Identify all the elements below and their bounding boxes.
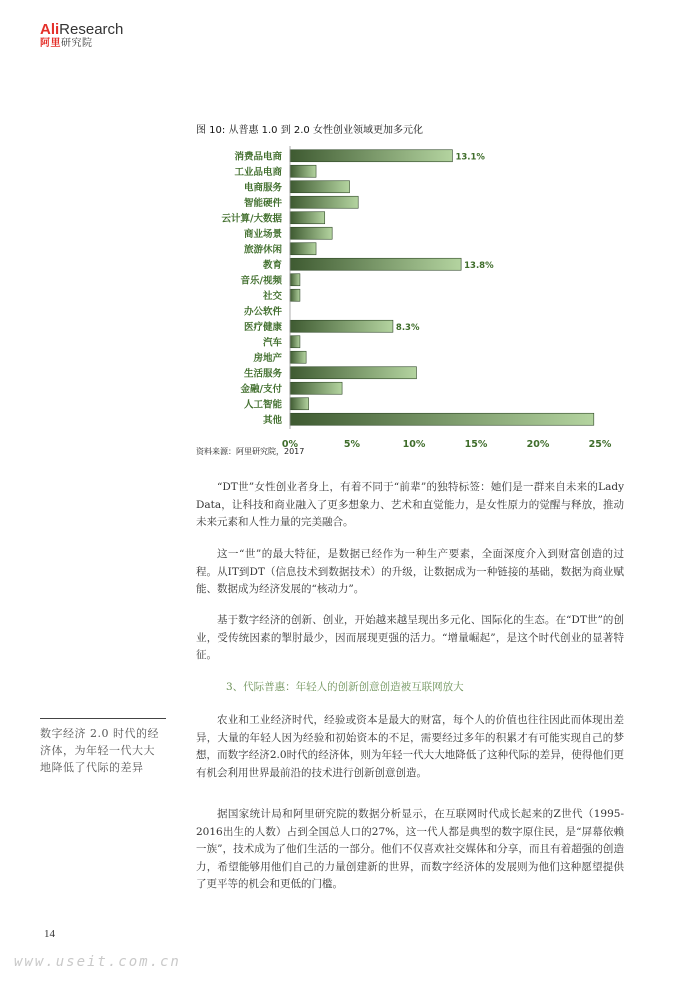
bar [290, 196, 358, 208]
logo-cn-ali: 阿里 [40, 38, 61, 49]
figure-source: 资料来源：阿里研究院，2017 [196, 447, 305, 456]
data-label: 13.8% [464, 260, 494, 271]
category-label: 房地产 [253, 352, 282, 364]
bar [290, 413, 594, 425]
paragraph-4: 农业和工业经济时代，经验或资本是最大的财富，每个人的价值也往往因此而体现出差异，大量的年轻人因为经验和初始资本的不足，需要经过多年的积累才有可能实现自己的梦想，而数字经济2.0时代的经济体，则为年轻一代大大地降低了这种代际的差异，使得他们更有机会利用世界最前沿的技术进行创新创意创造。 [196, 714, 624, 779]
x-tick-label: 10% [402, 439, 426, 450]
x-tick-label: 25% [588, 439, 612, 450]
bar [290, 181, 350, 193]
bar [290, 150, 452, 162]
paragraph-2: 这一“世”的最大特征，是数据已经作为一种生产要素，全面深度介入到财富创造的过程。从IT到DT（信息技术到数据技术）的升级，让数据成为一种链接的基础，数据为商业赋能、数据成为经济发展的“核动力”。 [196, 548, 624, 595]
category-label: 其他 [262, 414, 282, 426]
bar [290, 320, 393, 332]
logo-research: Research [59, 21, 124, 38]
bar-chart [196, 140, 626, 450]
category-label: 云计算/大数据 [221, 213, 282, 225]
page-number: 14 [44, 928, 55, 940]
category-label: 工业品电商 [234, 166, 282, 178]
paragraph-3: 基于数字经济的创新、创业，开始越来越呈现出多元化、国际化的生态。在“DT世”的创业，受传统因素的掣肘最少，因而展现更强的活力。“增量崛起”，是这个时代创业的显著特征。 [196, 614, 624, 661]
bar [290, 227, 332, 239]
category-label: 智能硬件 [243, 197, 282, 209]
data-label: 13.1% [455, 152, 485, 163]
category-label: 电商服务 [243, 182, 282, 194]
paragraph-5: 据国家统计局和阿里研究院的数据分析显示，在互联网时代成长起来的Z世代（1995-2016出生的人数）占到全国总人口的27%，这一代人都是典型的数字原住民，是“屏幕依赖一族”，技术成为了他们生活的一部分。他们不仅喜欢社交媒体和分享，而且有着超强的创造力，希望能够用他们自己的力量创建新的世界，而数字经济体的发展则为他们这种愿望提供了更平等的机会和更低的门槛。 [196, 808, 624, 890]
x-tick-label: 20% [526, 439, 550, 450]
category-label: 教育 [262, 259, 282, 271]
bar [290, 212, 325, 224]
bar [290, 274, 300, 286]
category-label: 生活服务 [243, 368, 282, 380]
bar [290, 336, 300, 348]
logo-ali: Ali [40, 21, 60, 38]
bar [290, 243, 316, 255]
category-label: 医疗健康 [243, 321, 282, 333]
bar [290, 367, 416, 379]
bar [290, 165, 316, 177]
paragraph-1: “DT世”女性创业者身上，有着不同于“前辈”的独特标签：她们是一群来自未来的Lady Data，让科技和商业融入了更多想象力、艺术和直觉能力，是女性原力的觉醒与释放，推动未来元素和人性力量的完美融合。 [196, 481, 624, 528]
category-label: 音乐/视频 [240, 275, 282, 287]
category-label: 消费品电商 [234, 151, 282, 163]
logo-cn-rest: 研究院 [61, 38, 93, 49]
category-label: 旅游休闲 [243, 244, 282, 256]
aliresearch-logo [40, 22, 123, 49]
bar [290, 289, 300, 301]
bar [290, 382, 342, 394]
x-tick-label: 5% [343, 439, 361, 450]
figure-title: 图 10: 从普惠 1.0 到 2.0 女性创业领域更加多元化 [196, 125, 423, 136]
bar [290, 398, 309, 410]
bar [290, 258, 461, 270]
category-label: 汽车 [262, 337, 282, 349]
watermark: www.useit.com.cn [14, 954, 181, 970]
x-tick-label: 0% [281, 439, 299, 450]
section-heading: 3、代际普惠：年轻人的创新创意创造被互联网放大 [226, 681, 464, 693]
x-tick-label: 15% [464, 439, 488, 450]
category-label: 人工智能 [243, 399, 282, 411]
category-label: 金融/支付 [240, 383, 282, 395]
category-label: 办公软件 [243, 306, 282, 318]
category-label: 社交 [262, 290, 282, 302]
data-label: 8.3% [395, 322, 420, 333]
sidebar-quote: 数字经济 2.0 时代的经济体，为年轻一代大大地降低了代际的差异 [40, 718, 166, 776]
bar [290, 351, 306, 363]
category-label: 商业场景 [243, 228, 282, 240]
